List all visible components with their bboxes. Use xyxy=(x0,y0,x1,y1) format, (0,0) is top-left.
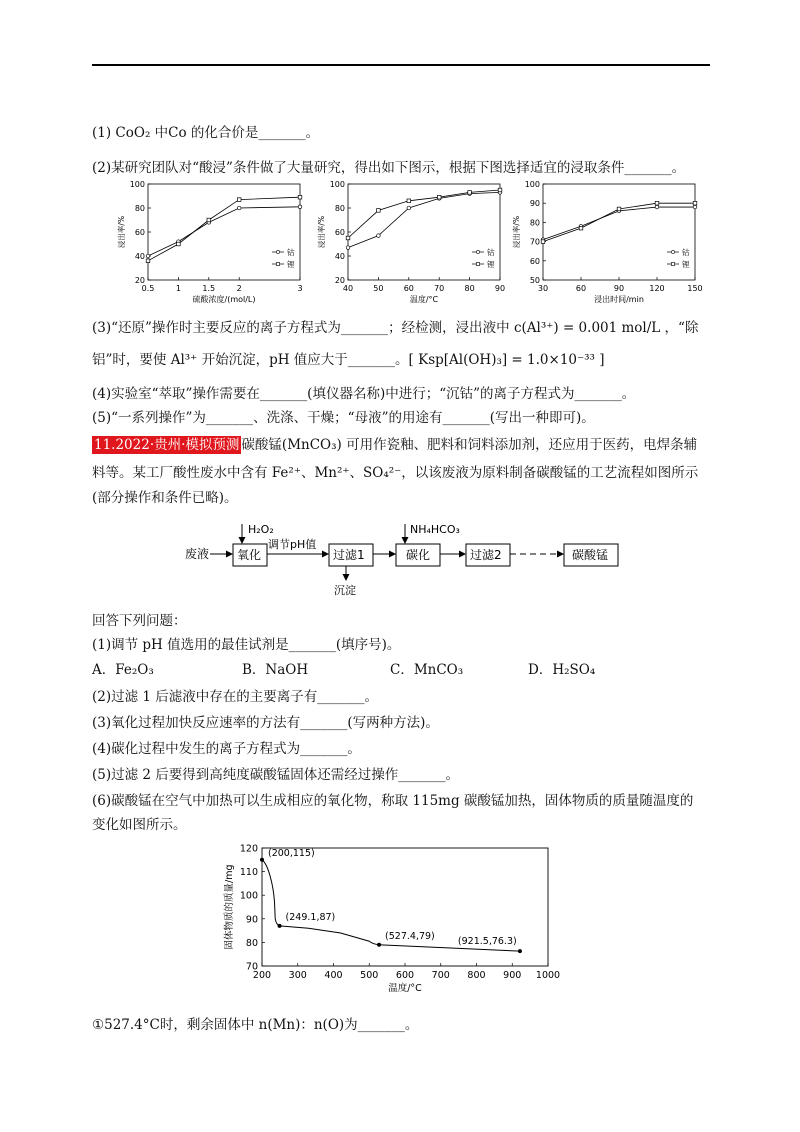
y-tick-label: 120 xyxy=(239,843,258,855)
point-lithium xyxy=(298,195,302,199)
x-tick-label: 40 xyxy=(342,284,354,293)
x-tick-label: 50 xyxy=(373,284,384,293)
data-point xyxy=(377,943,381,947)
x-tick-label: 70 xyxy=(434,284,445,293)
q11-line3: (部分操作和条件已略)。 xyxy=(92,490,238,506)
y-tick-label: 20 xyxy=(134,276,145,285)
s1: (1)调节 pH 值选用的最佳试剂是_______(填序号)。 xyxy=(92,637,401,653)
x-tick-label: 30 xyxy=(537,284,549,293)
s5: (5)过滤 2 后要得到高纯度碳酸锰固体还需经过操作_______。 xyxy=(92,767,460,783)
x-axis-label: 温度/°C xyxy=(388,983,422,994)
point-cobalt xyxy=(146,254,150,258)
option-d: D．H₂SO₄ xyxy=(528,662,596,678)
data-point xyxy=(260,858,264,862)
point-lithium xyxy=(207,218,211,222)
q3-line2: 铝”时，要使 Al³⁺ 开始沉淀，pH 值应大于_______。[ Ksp[Al(OH)₃] = 1.0×10⁻³³ ] xyxy=(92,352,605,368)
s2: (2)过滤 1 后滤液中存在的主要离子有_______。 xyxy=(92,689,379,705)
y-tick-label: 60 xyxy=(134,228,145,237)
y-axis-label: 浸出率/% xyxy=(117,215,126,249)
y-tick-label: 60 xyxy=(334,228,345,237)
series-line-锂 xyxy=(348,190,500,238)
s6-line1: (6)碳酸锰在空气中加热可以生成相应的氧化物，称取 115mg 碳酸锰加热，固体物质的质量随温度的 xyxy=(92,793,694,809)
x-tick-label: 150 xyxy=(687,284,703,293)
y-tick-label: 100 xyxy=(239,890,258,902)
x-tick-label: 600 xyxy=(395,970,415,981)
x-tick-label: 3 xyxy=(297,284,303,293)
point-lithium xyxy=(617,207,621,211)
flow-box-1: 氧化 xyxy=(237,548,262,562)
plot-frame xyxy=(262,848,548,966)
point-lithium xyxy=(437,195,441,199)
x-tick-label: 500 xyxy=(360,970,379,981)
options xyxy=(92,661,595,679)
legend-marker xyxy=(671,250,674,253)
point-annotation: (527.4,79) xyxy=(385,930,435,942)
point-lithium xyxy=(655,201,659,205)
y-axis-label: 浸出率/% xyxy=(512,215,521,249)
y-tick-label: 70 xyxy=(245,961,258,973)
legend-marker xyxy=(276,250,279,253)
legend-marker xyxy=(476,262,479,265)
q11-line2: 料等。某工厂酸性废水中含有 Fe²⁺、Mn²⁺、SO₄²⁻，以该废液为原料制备碳酸锰的工艺流程如图所示 xyxy=(92,465,699,481)
legend-label: 锂 xyxy=(287,260,295,269)
x-axis-label: 硫酸浓度/(mol/L) xyxy=(192,295,256,304)
x-tick-label: 60 xyxy=(403,284,414,293)
leach-chart-1 xyxy=(116,180,303,304)
legend-marker xyxy=(671,262,674,265)
x-tick-label: 80 xyxy=(464,284,475,293)
y-tick-label: 60 xyxy=(529,256,540,266)
y-tick-label: 80 xyxy=(529,218,540,228)
y-tick-label: 80 xyxy=(245,937,258,949)
q3-line1: (3)“还原”操作时主要反应的离子方程式为_______；经检测，浸出液中 c(Al³⁺) = 0.001 mol/L ，“除 xyxy=(92,320,699,336)
x-tick-label: 700 xyxy=(431,970,450,981)
point-lithium xyxy=(498,188,502,192)
point-annotation: (921.5,76.3) xyxy=(457,936,517,948)
x-tick-label: 90 xyxy=(494,284,506,293)
legend-label: 钴 xyxy=(682,248,690,257)
x-tick-label: 1 xyxy=(175,284,181,293)
point-lithium xyxy=(346,236,350,240)
x-tick-label: 1000 xyxy=(535,970,561,981)
flow-precip: 沉淀 xyxy=(334,584,356,597)
q1: (1) CoO₂ 中Co 的化合价是_______。 xyxy=(92,125,320,141)
flow-start: 废液 xyxy=(185,547,210,561)
point-cobalt xyxy=(655,205,659,209)
y-axis-label: 固体物质的质量/mg xyxy=(224,864,235,950)
y-tick-label: 80 xyxy=(134,204,145,213)
legend-label: 钴 xyxy=(487,248,495,257)
point-cobalt xyxy=(377,234,381,238)
leach-chart-2 xyxy=(316,180,505,304)
flow-box-2: 过滤1 xyxy=(333,548,365,562)
s3: (3)氧化过程加快反应速率的方法有_______(写两种方法)。 xyxy=(92,715,439,731)
leaching-charts xyxy=(110,178,703,306)
y-tick-label: 80 xyxy=(334,204,345,213)
point-annotation: (249.1,87) xyxy=(285,911,336,923)
x-tick-label: 800 xyxy=(467,970,486,981)
flow-ph: 调节pH值 xyxy=(268,538,317,551)
flow-reagent2: NH₄HCO₃ xyxy=(410,523,460,536)
x-tick-label: 200 xyxy=(252,970,272,981)
s4: (4)碳化过程中发生的离子方程式为_______。 xyxy=(92,741,361,757)
x-tick-label: 400 xyxy=(324,970,343,981)
legend-label: 锂 xyxy=(487,260,495,269)
flow-box-3: 碳化 xyxy=(406,548,431,562)
y-tick-label: 40 xyxy=(334,252,345,261)
y-tick-label: 100 xyxy=(524,180,540,189)
point-annotation: (200,115) xyxy=(268,847,315,859)
option-c: C．MnCO₃ xyxy=(390,662,464,678)
series-line-钴 xyxy=(348,192,500,247)
x-tick-label: 1.5 xyxy=(202,284,216,293)
point-lithium xyxy=(237,198,241,202)
point-lithium xyxy=(177,242,181,246)
x-tick-label: 900 xyxy=(503,970,522,981)
x-tick-label: 90 xyxy=(613,284,625,293)
legend-label: 锂 xyxy=(682,260,690,269)
y-axis-label: 浸出率/% xyxy=(317,215,326,249)
point-cobalt xyxy=(346,246,350,250)
y-tick-label: 100 xyxy=(129,180,145,189)
data-point xyxy=(278,924,282,928)
mass-temp-chart xyxy=(218,838,568,1000)
option-b: B．NaOH xyxy=(242,662,309,678)
point-lithium xyxy=(146,259,150,263)
q2: (2)某研究团队对“酸浸”条件做了大量研究，得出如下图示，根据下图选择适宜的浸取条件_______。 xyxy=(92,160,686,176)
q11-line1 xyxy=(92,436,697,454)
s6-line2: 变化如图所示。 xyxy=(92,817,187,833)
point-lithium xyxy=(579,226,583,230)
q4: (4)实验室“萃取”操作需要在_______(填仪器名称)中进行；“沉钴”的离子方程式为_______。 xyxy=(92,386,636,402)
y-tick-label: 100 xyxy=(329,180,345,189)
ask: 回答下列问题： xyxy=(92,613,187,629)
y-tick-label: 110 xyxy=(239,867,258,879)
x-tick-label: 0.5 xyxy=(141,284,155,293)
legend-marker xyxy=(276,262,279,265)
x-tick-label: 2 xyxy=(236,284,242,293)
point-cobalt xyxy=(237,206,241,210)
flow-reagent1: H₂O₂ xyxy=(248,523,274,536)
header-rule xyxy=(92,64,710,66)
x-tick-label: 120 xyxy=(649,284,665,293)
point-cobalt xyxy=(298,205,302,209)
x-axis-label: 浸出时间/min xyxy=(594,295,644,304)
flow-box-5: 碳酸锰 xyxy=(572,548,609,562)
point-cobalt xyxy=(693,205,697,209)
point-lithium xyxy=(541,240,545,244)
q5: (5)“一系列操作”为_______、洗涤、干燥；“母液”的用途有_______(写出一种即可)。 xyxy=(92,410,595,426)
option-a: A．Fe₂O₃ xyxy=(92,662,154,678)
flow-box-4: 过滤2 xyxy=(470,548,502,562)
point-cobalt xyxy=(407,206,411,210)
process-flow xyxy=(180,518,620,600)
y-tick-label: 40 xyxy=(134,252,145,261)
data-point xyxy=(518,949,522,953)
last-question: ①527.4°C时，剩余固体中 n(Mn)：n(O)为_______。 xyxy=(92,1017,419,1033)
x-tick-label: 300 xyxy=(288,970,307,981)
leach-chart-3 xyxy=(511,180,703,304)
y-tick-label: 90 xyxy=(529,199,540,209)
legend-marker xyxy=(476,250,479,253)
point-lithium xyxy=(693,201,697,205)
q11-text: 碳酸锰(MnCO₃) 可用作瓷釉、肥料和饲料添加剂，还应用于医药，电焊条辅 xyxy=(241,437,698,453)
y-tick-label: 90 xyxy=(245,914,258,926)
q11-source-tag: 11.2022·贵州·模拟预测 xyxy=(94,437,240,453)
y-tick-label: 50 xyxy=(529,276,540,285)
x-axis-label: 温度/°C xyxy=(409,295,439,304)
point-lithium xyxy=(377,209,381,213)
legend-label: 钴 xyxy=(287,248,295,257)
point-lithium xyxy=(468,191,472,195)
point-lithium xyxy=(407,199,411,203)
x-tick-label: 60 xyxy=(575,284,587,293)
y-tick-label: 70 xyxy=(529,237,540,247)
y-tick-label: 20 xyxy=(334,276,345,285)
